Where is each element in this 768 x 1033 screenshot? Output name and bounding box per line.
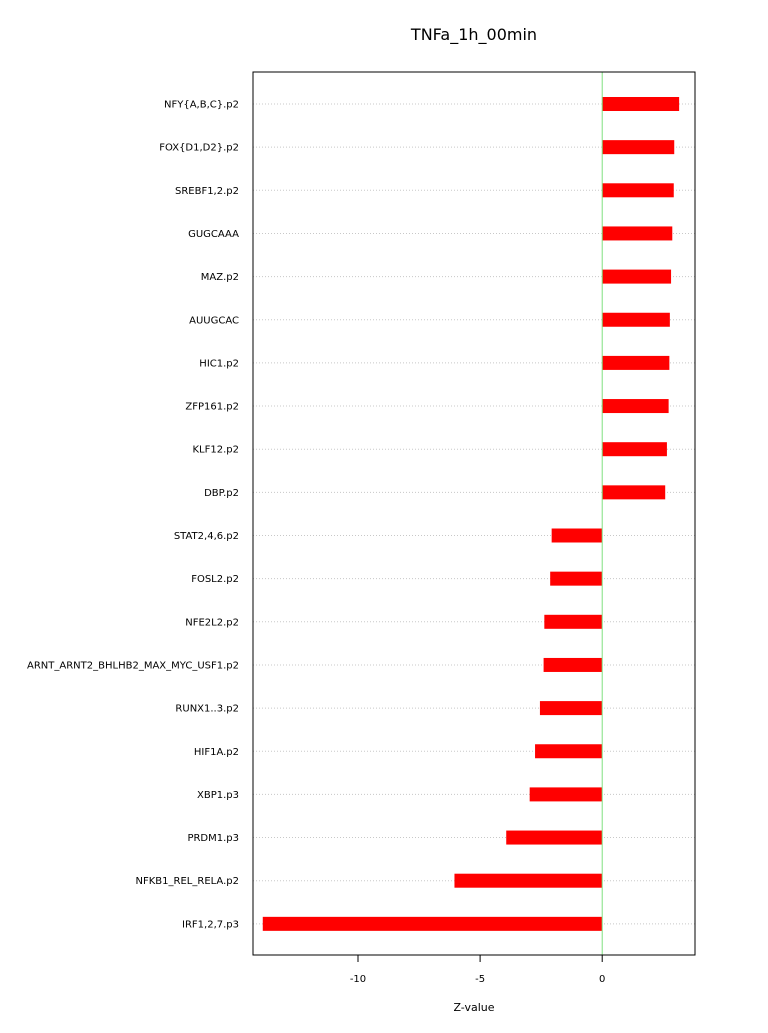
category-label: NFY{A,B,C}.p2: [164, 99, 239, 111]
bar: [602, 270, 671, 284]
category-label: PRDM1.p3: [187, 833, 239, 845]
bar: [602, 226, 672, 240]
category-label: MAZ.p2: [200, 272, 239, 284]
plot-frame: [253, 72, 695, 955]
chart-title: TNFa_1h_00min: [410, 25, 538, 44]
category-label: GUGCAAA: [188, 228, 239, 240]
bar: [602, 183, 674, 197]
category-label: RUNX1..3.p2: [175, 703, 239, 715]
bar: [602, 97, 679, 111]
category-label: SREBF1,2.p2: [174, 185, 239, 197]
bar: [263, 917, 602, 931]
bar: [552, 529, 603, 543]
bar: [535, 744, 602, 758]
bar: [602, 140, 674, 154]
bar: [506, 831, 602, 845]
category-label: NFE2L2.p2: [185, 617, 239, 629]
category-label: NFKB1_REL_RELA.p2: [135, 876, 239, 888]
bars: [263, 97, 679, 931]
category-label: ZFP161.p2: [185, 401, 239, 413]
category-label: IRF1,2,7.p3: [182, 919, 239, 931]
bar: [540, 701, 602, 715]
category-label: KLF12.p2: [192, 444, 239, 456]
bar: [550, 572, 602, 586]
x-tick-label: -5: [475, 974, 486, 985]
bar: [454, 874, 602, 888]
bar: [602, 356, 669, 370]
bar: [602, 313, 670, 327]
category-label: HIC1.p2: [199, 358, 239, 370]
category-label: ARNT_ARNT2_BHLHB2_MAX_MYC_USF1.p2: [27, 660, 239, 672]
category-labels: [27, 100, 239, 931]
bar: [602, 399, 668, 413]
category-label: HIF1A.p2: [193, 746, 239, 758]
x-tick-label: -10: [349, 974, 367, 985]
category-label: STAT2,4,6.p2: [173, 531, 239, 542]
category-label: DBP.p2: [204, 487, 239, 499]
category-label: XBP1.p3: [197, 789, 239, 801]
x-tick-label: 0: [599, 974, 606, 985]
bar: [602, 485, 665, 499]
category-label: FOSL2.p2: [191, 574, 239, 586]
x-axis-title: Z-value: [453, 1001, 495, 1014]
category-label: FOX{D1,D2}.p2: [159, 142, 239, 154]
bar: [602, 442, 667, 456]
bar: [530, 787, 603, 801]
x-axis: [350, 955, 606, 985]
bar: [544, 615, 602, 629]
bar: [544, 658, 603, 672]
category-label: AUUGCAC: [189, 315, 239, 327]
